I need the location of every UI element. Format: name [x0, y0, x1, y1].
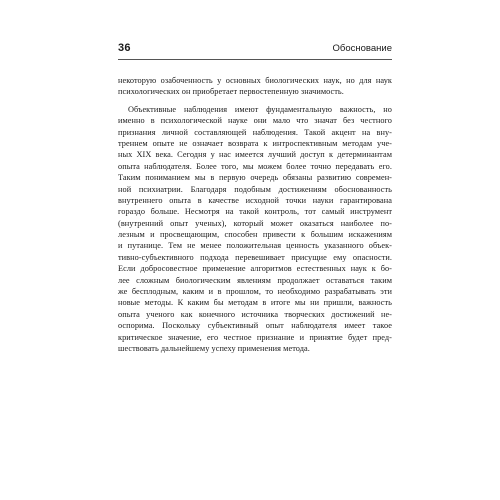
text-line: критическое значение, его честное признание и принятие будет пред-	[118, 332, 392, 342]
header-rule	[118, 59, 392, 60]
text-line: именно в психологической науке они мало что значат без честного	[118, 116, 392, 126]
text-line: Объективные наблюдения имеют фундаментальную важность, но	[128, 104, 392, 114]
text-line: же бесплодным, каким и в прошлом, то необходимо разрабатывать эти	[118, 287, 392, 297]
paragraph	[118, 104, 392, 355]
section-title: Обоснование	[332, 43, 392, 54]
text-line: гораздо больше. Несмотря на такой контроль, тот самый инструмент	[118, 207, 392, 217]
text-line: Если добросовестное применение алгоритмов естественных наук к бо-	[118, 264, 392, 274]
text-line: психологических он приобретает первостепенную значимость.	[118, 87, 344, 97]
text-line: Таким пониманием мы в первую очередь обязаны развитию современ-	[118, 173, 392, 183]
text-line: некоторую озабоченность у основных биологических наук, но для наук	[118, 76, 392, 85]
text-line: ной психиатрии. Благодаря подобным достижениям обоснованность	[118, 184, 392, 194]
text-line: оспорима. Поскольку субъективный опыт наблюдателя имеет такое	[118, 321, 392, 331]
text-line: шествовать дальнейшему успеху применения метода.	[118, 343, 310, 353]
text-line: треннем опыте не означает возврата к интроспективным методам уче-	[118, 138, 392, 148]
paragraph	[118, 75, 392, 98]
page-number: 36	[118, 42, 131, 54]
text-line: ных XIX века. Сегодня у нас имеется лучший доступ к детерминантам	[118, 150, 392, 160]
running-head	[118, 42, 392, 58]
text-line: лезным и просвещающим, способен привести к большим искажениям	[118, 230, 392, 240]
text-line: опыта ученого как конечного источника творческих достижений не-	[118, 309, 392, 319]
text-line: внутреннего опыта в качестве исходной точки науки гарантирована	[118, 195, 392, 205]
text-line: тивно-субъективного подхода перевешивает присущие ему опасности.	[118, 252, 392, 262]
text-line: признания личной составляющей наблюдения. Такой акцент на вну-	[118, 127, 392, 137]
text-line: (внутренний опыт ученых), который может оказаться наиболее по-	[118, 218, 392, 228]
text-line: и путанице. Тем не менее положительная ценность указанного объек-	[118, 241, 392, 251]
text-line: опыта наблюдателя. Более того, мы можем более точно передавать его.	[118, 161, 392, 171]
body-text	[118, 75, 392, 354]
text-line: лее сложным биологическим явлениям продолжает оставаться таким	[118, 275, 392, 285]
text-line: новые методы. К каким бы методам в итоге мы ни пришли, важность	[118, 298, 392, 308]
